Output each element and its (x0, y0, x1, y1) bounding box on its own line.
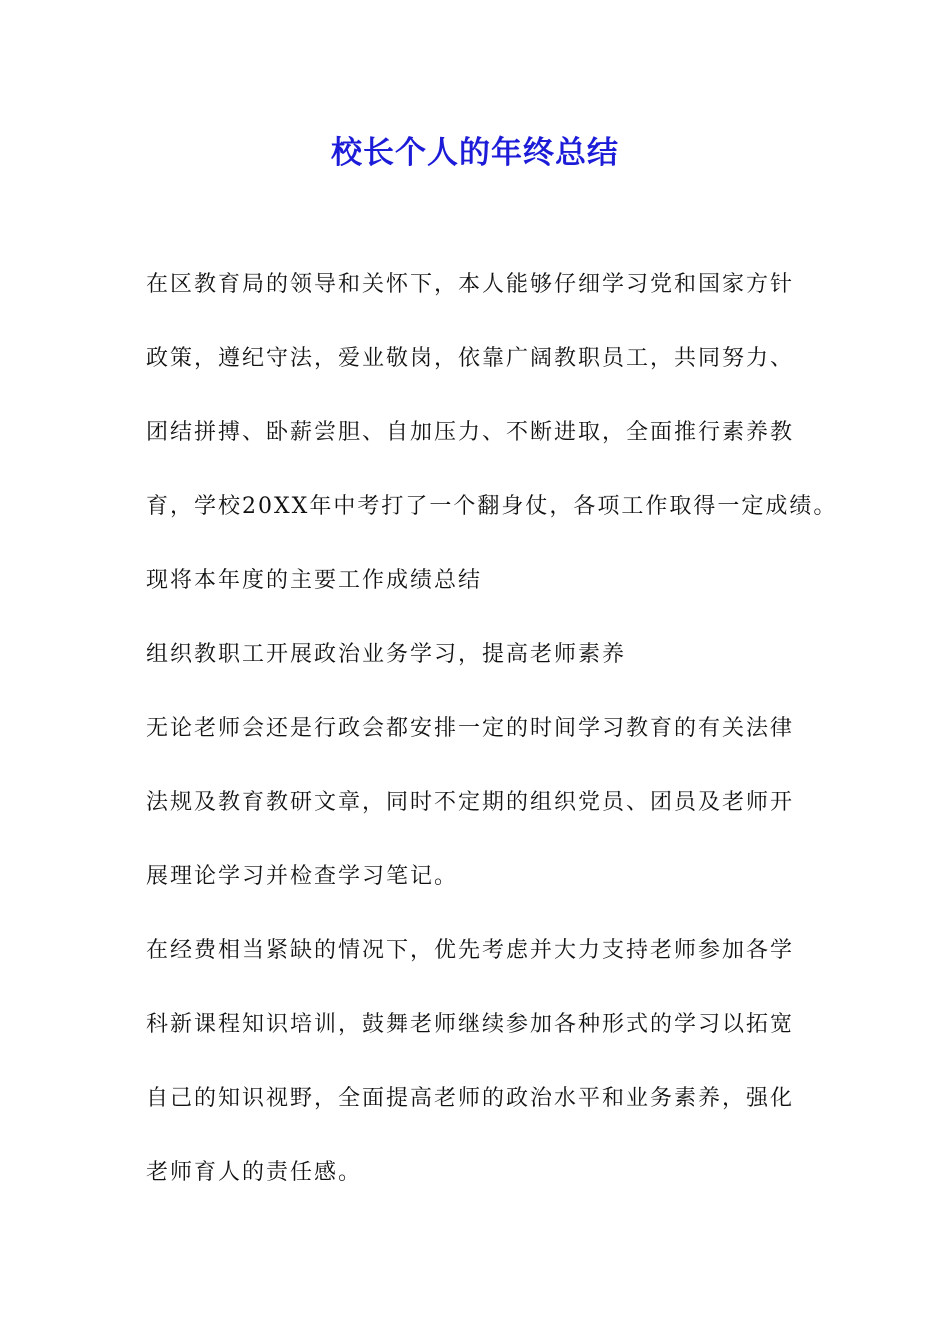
body-line: 团结拼搏、卧薪尝胆、自加压力、不断进取，全面推行素养教 (146, 420, 795, 445)
body-line: 无论老师会还是行政会都安排一定的时间学习教育的有关法律 (146, 716, 795, 741)
body-line: 育，学校20XX年中考打了一个翻身仗，各项工作取得一定成绩。 (146, 494, 838, 519)
body-line: 老师育人的责任感。 (146, 1160, 363, 1185)
document-title: 校长个人的年终总结 (331, 135, 619, 171)
body-line: 在经费相当紧缺的情况下，优先考虑并大力支持老师参加各学 (146, 938, 795, 963)
body-line: 现将本年度的主要工作成绩总结 (146, 568, 483, 593)
body-line: 法规及教育教研文章，同时不定期的组织党员、团员及老师开 (146, 790, 795, 815)
body-line: 自己的知识视野，全面提高老师的政治水平和业务素养，强化 (146, 1086, 795, 1111)
body-line: 科新课程知识培训，鼓舞老师继续参加各种形式的学习以拓宽 (146, 1012, 795, 1037)
body-line: 在区教育局的领导和关怀下，本人能够仔细学习党和国家方针 (146, 272, 795, 297)
document-body (146, 262, 838, 1224)
body-line: 政策，遵纪守法，爱业敬岗，依靠广阔教职员工，共同努力、 (146, 346, 795, 371)
body-line: 展理论学习并检查学习笔记。 (146, 864, 459, 889)
section-heading: 组织教职工开展政治业务学习，提高老师素养 (146, 642, 627, 667)
